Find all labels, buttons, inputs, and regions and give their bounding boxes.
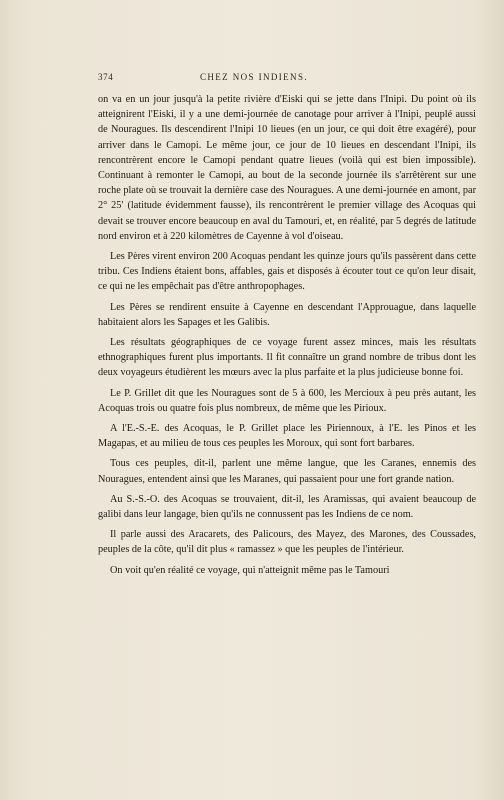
body-text	[98, 92, 476, 583]
paragraph: On voit qu'en réalité ce voyage, qui n'atteignit même pas le Tamouri	[110, 564, 390, 576]
paragraph: Le P. Grillet dit que les Nouragues sont de 5 à 600, les Mercioux à peu près autant, les Acoquas trois ou quatre fois plus nombreux, de même que les Pirioux.	[98, 387, 476, 414]
paragraph: A l'E.-S.-E. des Acoquas, le P. Grillet place les Piriennoux, à l'E. les Pinos et les Magapas, et au milieu de tous ces peuples les Moroux, qui sont fort barbares.	[98, 423, 476, 450]
paragraph: Les résultats géographiques de ce voyage furent assez minces, mais les résultats ethnographiques furent plus importants. Il fit connaître un grand nombre de tribus dont les deux voyageurs étudièrent les mœurs avec la plus parfaite et la plus judicieuse bonne foi.	[98, 337, 476, 379]
paragraph: Tous ces peuples, dit-il, parlent une même langue, que les Caranes, ennemis des Nouragues, entendent ainsi que les Maranes, qui passaient pour une fort grande nation.	[98, 458, 476, 485]
page-number: 374	[98, 72, 114, 82]
paragraph: on va en un jour jusqu'à la petite rivière d'Eiski qui se jette dans l'Inipi. Du point où ils atteignirent l'Eiski, il y a une demi-journée de canotage pour arriver à l'Inipi, peuplé aussi de Nouragues. Ils descendirent l'Inipi 10 lieues (en un jour, ce qui doit être exagéré), pour arriver dans le Camopi. Le même jour, ce jour de 10 lieues en descendant l'Inipi, ils rencontrèrent encore le Camopi pendant quatre lieues (voilà qui est bien impossible). Continuant à remonter le Camopi, au bout de la seconde journée ils s'arrêtèrent sur une roche plate où se trouvait la dernière case des Nouragues. A une demi-journée en amont, par 2° 25′ (latitude évidemment fausse), ils rencontrèrent le premier village des Acoquas qui devait se trouver encore beaucoup en aval du Tamouri, et, en réalité, par 5 degrés de latitude nord environ et à 220 kilomètres de Cayenne à vol d'oiseau.	[98, 94, 476, 242]
running-title: CHEZ NOS INDIENS.	[199, 72, 309, 82]
paragraph: Au S.-S.-O. des Acoquas se trouvaient, dit-il, les Aramissas, qui avaient beaucoup de galibi dans leur langage, bien qu'ils ne connussent pas les Indiens de ce nom.	[98, 493, 476, 521]
paragraph: Les Pères se rendirent ensuite à Cayenne en descendant l'Approuague, dans laquelle habitaient alors les Sapages et les Galibis.	[98, 301, 476, 328]
paragraph: Il parle aussi des Aracarets, des Palicours, des Mayez, des Marones, des Coussades, peuples de la côte, qu'il dit plus « ramassez » que les peuples de l'intérieur.	[98, 529, 476, 556]
paragraph: Les Pères virent environ 200 Acoquas pendant les quinze jours qu'ils passèrent dans cette tribu. Ces Indiens étaient bons, affables, gais et disposés à écouter tout ce qu'on leur disait, ce qui ne les empêchait pas d'être anthropophages.	[98, 251, 476, 293]
